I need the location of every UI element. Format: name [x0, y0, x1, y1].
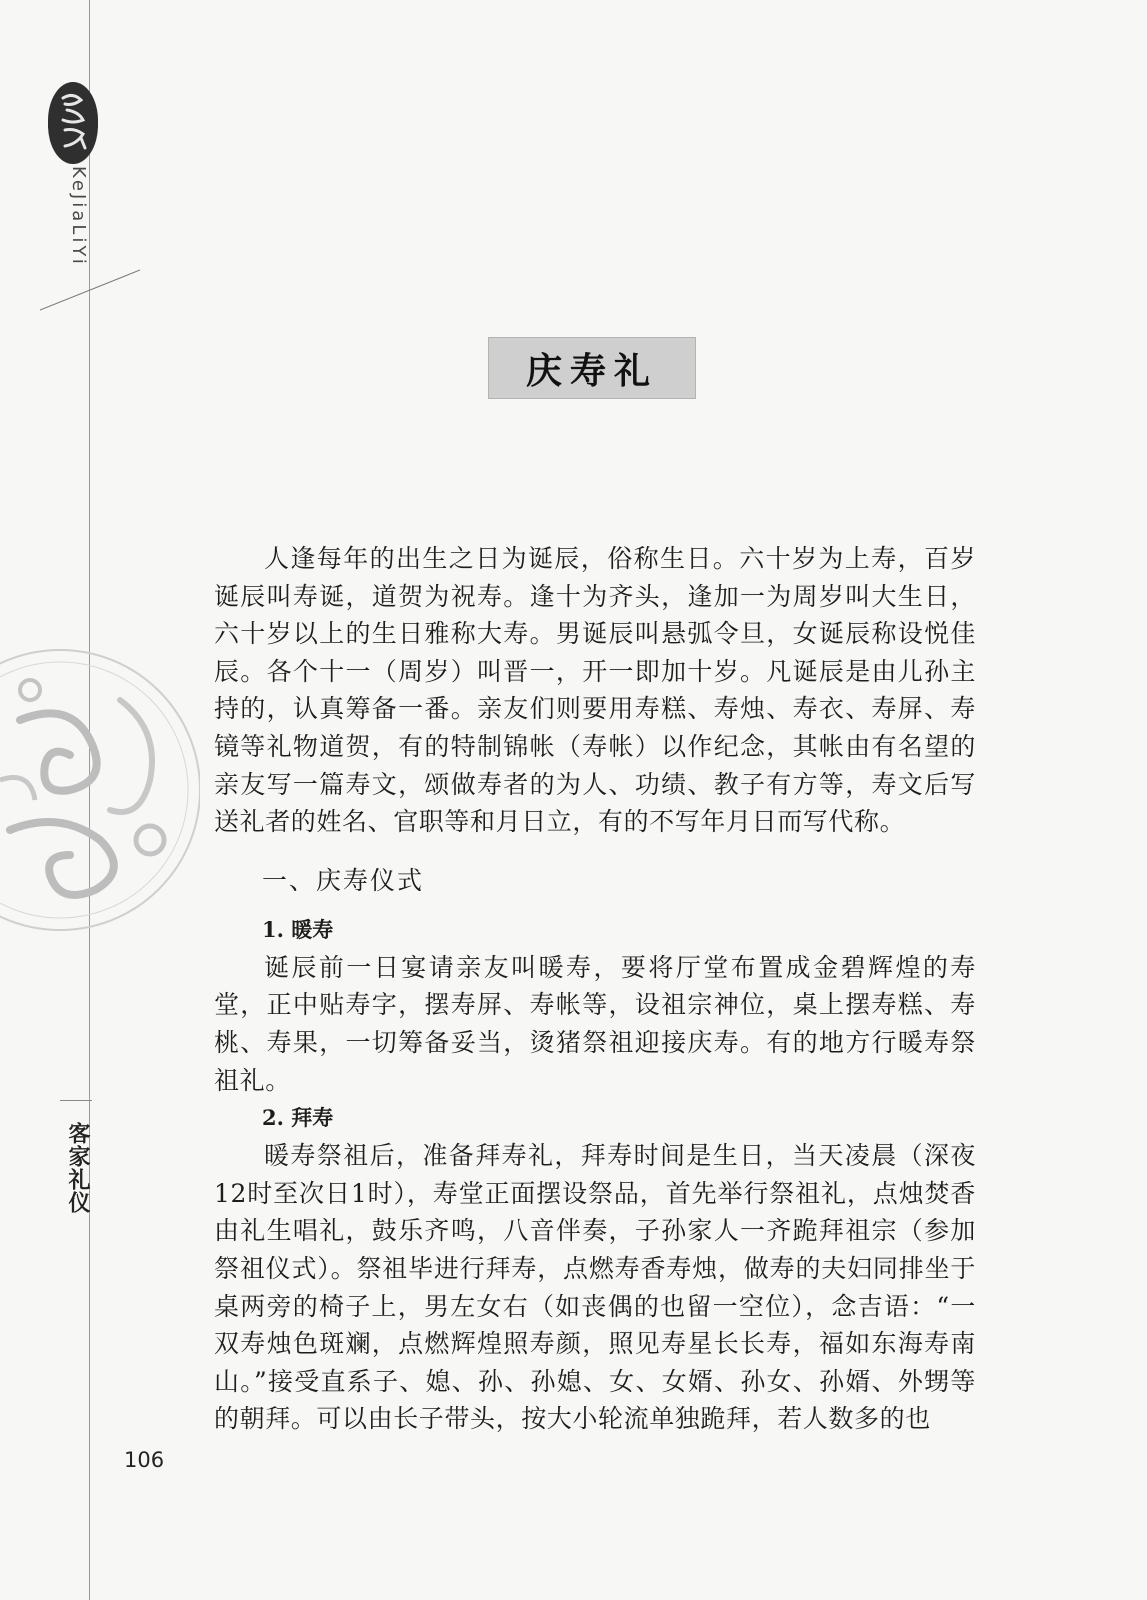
- subsection-heading: 1. 暖寿: [262, 916, 334, 942]
- series-title: 客家礼仪: [65, 1122, 90, 1214]
- body-content: [214, 540, 976, 1438]
- intro-paragraph: 人逢每年的出生之日为诞辰，俗称生日。六十岁为上寿，百岁诞辰叫寿诞，道贺为祝寿。逢十为齐头，逢加一为周岁叫大生日，六十岁以上的生日雅称大寿。男诞辰叫悬弧令旦，女诞辰称设悦佳辰。各个十一（周岁）叫晋一，开一即加十岁。凡诞辰是由儿孙主持的，认真筹备一番。亲友们则要用寿糕、寿烛、寿衣、寿屏、寿镜等礼物道贺，有的特制锦帐（寿帐）以作纪念，其帐由有名望的亲友写一篇寿文，颂做寿者的为人、功绩、教子有方等，寿文后写送礼者的姓名、官职等和月日立，有的不写年月日而写代称。: [214, 544, 976, 837]
- subsection-heading: 2. 拜寿: [262, 1105, 334, 1131]
- diagonal-rule: [40, 268, 140, 328]
- chapter-title-box: [488, 337, 696, 399]
- section-heading: 一、庆寿仪式: [262, 865, 425, 895]
- chapter-title: 庆寿礼: [525, 349, 658, 392]
- series-romanized: KeJiaLiYi: [68, 166, 89, 267]
- seal-glyph-icon: [53, 88, 93, 158]
- seal-logo: [48, 82, 98, 164]
- subsection-paragraph: 暖寿祭祖后，准备拜寿礼，拜寿时间是生日，当天凌晨（深夜12时至次日1时），寿堂正面摆设祭品，首先举行祭祖礼，点烛焚香由礼生唱礼，鼓乐齐鸣，八音伴奏，子孙家人一齐跪拜祖宗（参加祭祖仪式）。祭祖毕进行拜寿，点燃寿香寿烛，做寿的夫妇同排坐于桌两旁的椅子上，男左女右（如丧偶的也留一空位），念吉语：“一双寿烛色斑斓，点燃辉煌照寿颜，照见寿星长长寿，福如东海寿南山。”接受直系子、媳、孙、孙媳、女、女婿、孙女、孙婿、外甥等的朝拜。可以由长子带头，按大小轮流单独跪拜，若人数多的也: [214, 1141, 976, 1434]
- cloud-ornament: [0, 640, 200, 940]
- series-title-rule: [60, 1100, 92, 1101]
- subsection-paragraph: 诞辰前一日宴请亲友叫暖寿，要将厅堂布置成金碧辉煌的寿堂，正中贴寿字，摆寿屏、寿帐等，设祖宗神位，桌上摆寿糕、寿桃、寿果，一切筹备妥当，烫猪祭祖迎接庆寿。有的地方行暖寿祭祖礼。: [214, 952, 976, 1095]
- page-number: 106: [124, 1448, 165, 1472]
